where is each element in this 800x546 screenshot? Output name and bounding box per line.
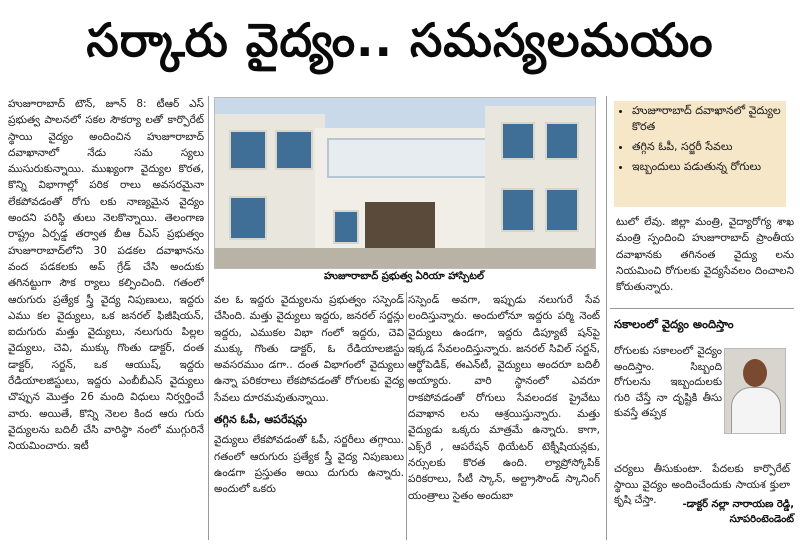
signboard xyxy=(327,138,487,178)
window xyxy=(229,130,267,170)
hospital-photo xyxy=(214,97,596,269)
window xyxy=(501,188,535,232)
portrait-body xyxy=(731,387,781,434)
portrait-head xyxy=(743,359,767,387)
ground xyxy=(215,248,595,268)
subheading: తగ్గిన ఓపీ, ఆపరేషన్లు xyxy=(214,413,307,427)
article-text: వల ఓ ఇద్దరు వైద్యులను ప్రభుత్వం సస్పెండ్ చేసింది. మత్తు వైద్యులు ఇద్దరు, జనరల్ సర్జన్లు ఇద్దరు, ఎముకల విభా గంలో ఇద్దరు, చెవి ముక్కు గొంతు డాక్టర్, ఓ రేడియాలజిస్టు అవసరముం డగా.. దంత విభాగంలో వైద్యులు ఉన్నా పరికరాలు లేకపోవడంతో రోగులకు వైద్య సేవలు దూరమవుతున్నాయి. xyxy=(214,294,404,404)
article-text: సస్పెండ్ అవగా, ఇప్పుడు నలుగురే సేవ లందిస్తున్నారు. అందులోనూ ఇద్దరు పర్మి నెంట్ వైద్యులు ఉండగా, ఇద్దరు డిప్యూటే షన్‌పై ఇక్కడ సేవలందిస్తున్నారు. జనరల్ సివిల్ సర్జన్, ఆర్థోపెడిక్, ఈఎన్‌టీ, వైద్యులు అందరూ బదిలీ అయ్యారు. వారి స్థానంలో ఎవరూ రాకపోవడంతో రోగులు సేవలందక ప్రైవేటు దవాఖాన లను ఆశ్రయిస్తున్నారు. మత్తు వైద్యుడు ఒక్కరు మాత్రమే ఉన్నారు. కాగా, ఎక్స్‌రే , ఆపరేషన్ థియేటర్ టెక్నీషియన్లకు, నర్సులకు కొరత ఉంది. ల్యాప్రోస్కోపిక్ పరికరాలు, సీటీ స్కాన్, అల్ట్రాసౌండ్ స్కానింగ్ యంత్రాలు సైతం అందుబా xyxy=(408,294,600,502)
article-column-2 xyxy=(214,292,404,540)
column-rule xyxy=(406,292,407,540)
quote-box-title: సకాలంలో వైద్యం అందిస్తాం xyxy=(614,317,734,331)
highlight-item: • తగ్గిన ఓపీ, సర్జరీ సేవలు xyxy=(632,139,782,155)
highlight-item: • ఇబ్బందులు పడుతున్న రోగులు xyxy=(632,159,782,175)
column-rule xyxy=(208,96,209,540)
quote-text: రోగులకు సకాలంలో వైద్యం అందిస్తాం. సిబ్బంది రోగులను ఇబ్బందులకు గురి చేస్తే నా దృష్టికి తీసు కువస్తే తప్పక xyxy=(614,345,722,420)
headline: సర్కారు వైద్యం.. సమస్యలమయం xyxy=(86,13,714,67)
superintendent-portrait xyxy=(724,348,786,434)
column-rule xyxy=(606,96,607,540)
article-text: వైద్యులు లేకపోవడంతో ఓపీ, సర్జరీలు తగ్గాయి. గతంలో ఆరుగురు ప్రత్యేక స్త్రీ వైద్య నిపుణులు ఉండగా ప్రస్తుతం అయి దుగురు ఉన్నారు. అందులో ఒకరు xyxy=(214,434,404,496)
window xyxy=(333,210,359,244)
lead-text: హుజూరాబాద్ టౌన్, జూన్ 8: టీఆర్ ఎస్ ప్రభుత్వ పాలనలో సకల సౌకర్యా లతో కార్పొరేట్ స్థాయి వైద్యం అందించిన హుజూరాబాద్ దవాఖానాలో నేడు సమ స్యలు ముసురుకున్నాయి. ముఖ్యంగా వైద్యుల కొరత, కొన్ని విభాగాల్లో పరిక రాలు అవసరమైనా లేకపోవడంతో రోగు లకు నాణ్యమైన వైద్యం అందని పరిస్థి తులు నెలకొన్నాయి. తెలంగాణ రాష్ట్రం ఏర్పడ్డ తర్వాత బీఆ ర్ఎస్ ప్రభుత్వం హుజూరాబాద్‌లోని 30 పడకల దవాఖానను వంద పడకలకు అప్ గ్రేడ్ చేసి అందుకు తగినట్టుగా సౌక ర్యాలు కల్పించింది. గతంలో ఆరుగురు ప్రత్యేక స్త్రీ వైద్య నిపుణులు, ఇద్దరు ఎము కల వైద్యులు, ఒక జనరల్ ఫిజీషియన్, ఐదుగురు మత్తు వైద్యులు, నలుగురు పిల్లల వైద్యులు, చెవి, ముక్కు గొంతు డాక్టర్, దంత డాక్టర్, సర్జన్, ఒక ఆయుష్, ఇద్దరు రేడియాలజిస్టులు, ఇద్దరు ఎంబీబీఎస్ వైద్యులు చొప్పున మొత్తం 26 మంది విధులు నిర్వర్తించే వారు. అయితే, కొన్ని నెలల కింద ఆరు గురు వైద్యులను బదిలీ చేసి వారిస్థా నంలో ముగ్గురినే నియమించారు. ఇటీ xyxy=(8,98,204,453)
window xyxy=(545,122,579,160)
window xyxy=(275,130,313,170)
signature-name: -డాక్టర్ నల్లా నారాయణ రెడ్డి, xyxy=(682,499,794,510)
window xyxy=(229,196,267,240)
window xyxy=(545,188,579,232)
section-rule xyxy=(610,308,794,309)
signature-title: సూపరింటెండెంట్ xyxy=(729,514,794,525)
article-column-4 xyxy=(616,214,794,304)
lead-column xyxy=(8,96,204,536)
window xyxy=(501,122,535,160)
highlights-box xyxy=(614,101,786,207)
quote-text: చర్యలు తీసుకుంటా. పేదలకు కార్పొరేట్ స్థాయి వైద్యం అందించేందుకు సాయశ క్తులా కృషి చేస్తా. xyxy=(614,463,790,507)
photo-caption: హుజూరాబాద్ ప్రభుత్వ ఏరియా హాస్పిటల్ xyxy=(323,271,485,282)
highlight-item: • హుజూరాబాద్ దవాఖానలో వైద్యుల కొరత xyxy=(632,103,782,135)
signature xyxy=(614,497,794,527)
article-text: టులో లేవు. జిల్లా మంత్రి, వైద్యారోగ్య శాఖ మంత్రి స్పందించి హుజూరాబాద్ ప్రాంతీయ దవాఖానకు తగినంత వైద్యు లను నియమించి రోగులకు వైద్యసేవలం దించాలని కోరుతున్నారు. xyxy=(616,216,794,294)
article-column-3 xyxy=(408,292,600,540)
